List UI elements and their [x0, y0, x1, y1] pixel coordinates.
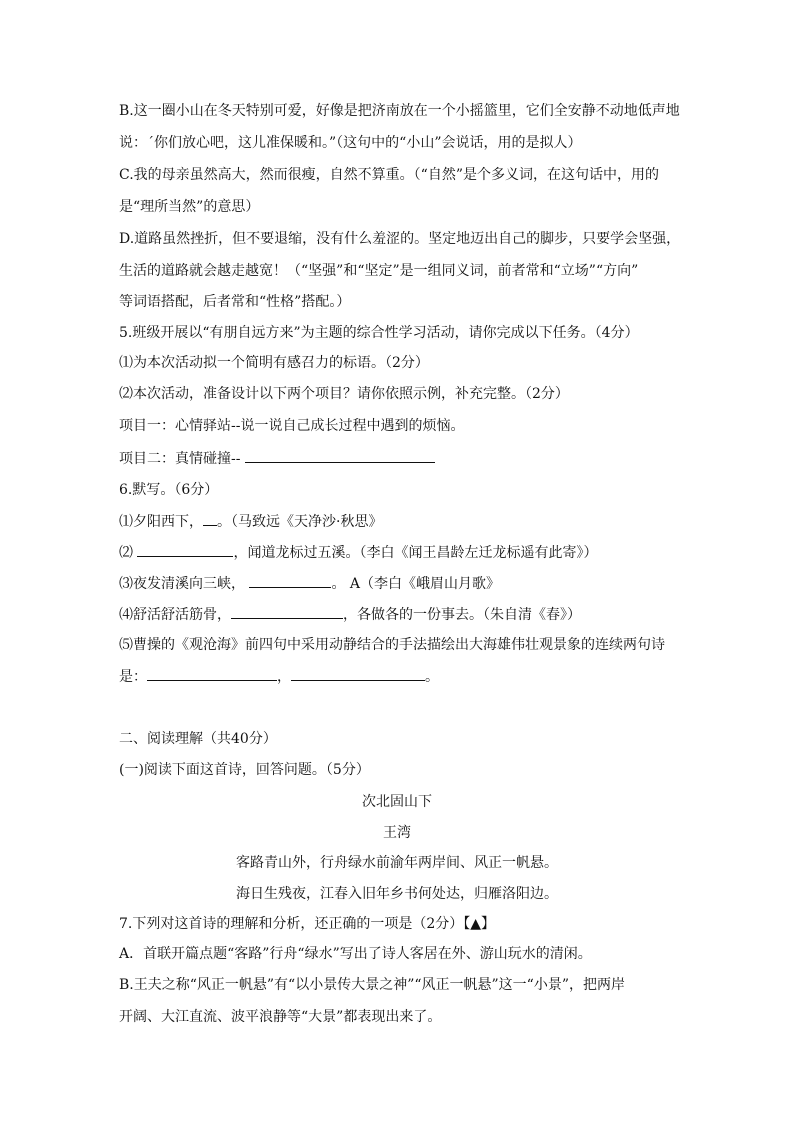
- reading-part-1-instruction: (一)阅读下面这首诗，回答问题。（5分）: [119, 762, 370, 778]
- question-7-stem: 7.下列对这首诗的理解和分析，还正确的一项是（2分）【▲】: [119, 916, 496, 932]
- question-5-stem: 5.班级开展以“有朋自远方来”为主题的综合性学习活动，请你完成以下任务。（4分）: [119, 325, 639, 341]
- question-6-stem: 6.默写。（6分）: [119, 482, 219, 498]
- sub-4-text-a: ⑷舒活舒活筋骨，: [119, 607, 231, 623]
- sub-2-text-b: ，闻道龙标过五溪。（李白《闻王昌龄左迁龙标遥有此寄》）: [233, 545, 598, 561]
- question-6-sub-3: [119, 573, 679, 594]
- sub-2-text-a: ⑵: [119, 545, 138, 561]
- sub-1-text-b: 。（马致远《天净沙·秋思》: [217, 514, 383, 530]
- poem-line-2: 海日生残夜，江春入旧年乡书何处达，归雁洛阳边。: [236, 886, 558, 902]
- answer-blank[interactable]: [291, 666, 425, 681]
- sub-3-text-a: ⑶夜发清溪向三峡，: [119, 576, 250, 592]
- question-6-sub-1: [119, 511, 679, 532]
- poem-line-1: 客路青山外，行舟绿水前渝年两岸间、风正一帆悬。: [236, 855, 558, 871]
- option-b-line-2: 说：´你们放心吧，这儿准保暖和。”（这句中的“小山”会说话，用的是拟人）: [119, 135, 582, 151]
- question-5-item-2: [119, 448, 679, 469]
- item-2-label: 项目二：真情碰撞--: [119, 451, 245, 467]
- sub-4-text-b: ，各做各的一份事去。（朱自清《春》）: [343, 607, 581, 623]
- question-5-sub-2: ⑵本次活动，准备设计以下两个项目？请你依照示例，补充完整。（2分）: [119, 386, 569, 402]
- question-6-sub-2: [119, 542, 679, 563]
- option-d-line-1: D.道路虽然挫折，但不要退缩，没有什么羞涩的。坚定地迈出自己的脚步，只要学会坚强，: [119, 231, 681, 247]
- question-7-option-b-line-2: 开阔、大江直流、波平浪静等“大景”都表现出来了。: [119, 1009, 442, 1025]
- answer-blank[interactable]: [245, 448, 435, 463]
- question-5-sub-1: ⑴为本次活动拟一个简明有感召力的标语。（2分）: [119, 355, 429, 371]
- sub-3-text-b: 。 A（李白《峨眉山月歌》: [331, 576, 501, 592]
- question-5-item-1: 项目一：心情驿站--说一说自己成长过程中遇到的烦恼。: [119, 418, 465, 434]
- answer-blank[interactable]: [249, 573, 331, 588]
- option-c-line-2: 是“理所当然”的意思）: [119, 199, 260, 215]
- poem-author: 王湾: [383, 825, 411, 841]
- question-6-sub-5-blanks: [119, 666, 679, 687]
- question-6-sub-4: [119, 604, 679, 625]
- option-c-line-1: C.我的母亲虽然高大，然而很瘦，自然不算重。（“自然”是个多义词，在这句话中，用的: [119, 167, 659, 183]
- sub-1-text-a: ⑴夕阳西下，: [119, 514, 203, 530]
- question-7-option-b-line-1: B.王夫之称“风正一帆悬”有“以小景传大景之神”“风正一帆悬”这一“小景”，把两岸: [119, 977, 625, 993]
- question-7-option-a: A．首联开篇点题“客路”行舟“绿水”写出了诗人客居在外、游山玩水的清闲。: [119, 946, 592, 962]
- answer-blank[interactable]: [203, 511, 217, 526]
- answer-blank[interactable]: [147, 666, 277, 681]
- sub-5-end: 。: [425, 669, 439, 685]
- answer-blank[interactable]: [137, 542, 233, 557]
- option-b-line-1: B.这一圈小山在冬天特别可爱，好像是把济南放在一个小摇篮里，它们全安静不动地低声地: [119, 103, 680, 119]
- poem-title: 次北固山下: [362, 794, 432, 810]
- option-d-line-3: 等词语搭配，后者常和“性格”搭配。）: [119, 294, 351, 310]
- sub-5-comma: ，: [277, 669, 291, 685]
- answer-blank[interactable]: [231, 604, 343, 619]
- section-2-title: 二、阅读理解（共40分）: [119, 731, 277, 747]
- question-6-sub-5: ⑸曹操的《观沧海》前四句中采用动静结合的手法描绘出大海雄伟壮观景象的连续两句诗: [119, 637, 665, 653]
- option-d-line-2: 生活的道路就会越走越宽！（“坚强”和“坚定”是一组同义词，前者常和“立场”“方向”: [119, 263, 639, 279]
- sub-5-prefix: 是：: [119, 669, 147, 685]
